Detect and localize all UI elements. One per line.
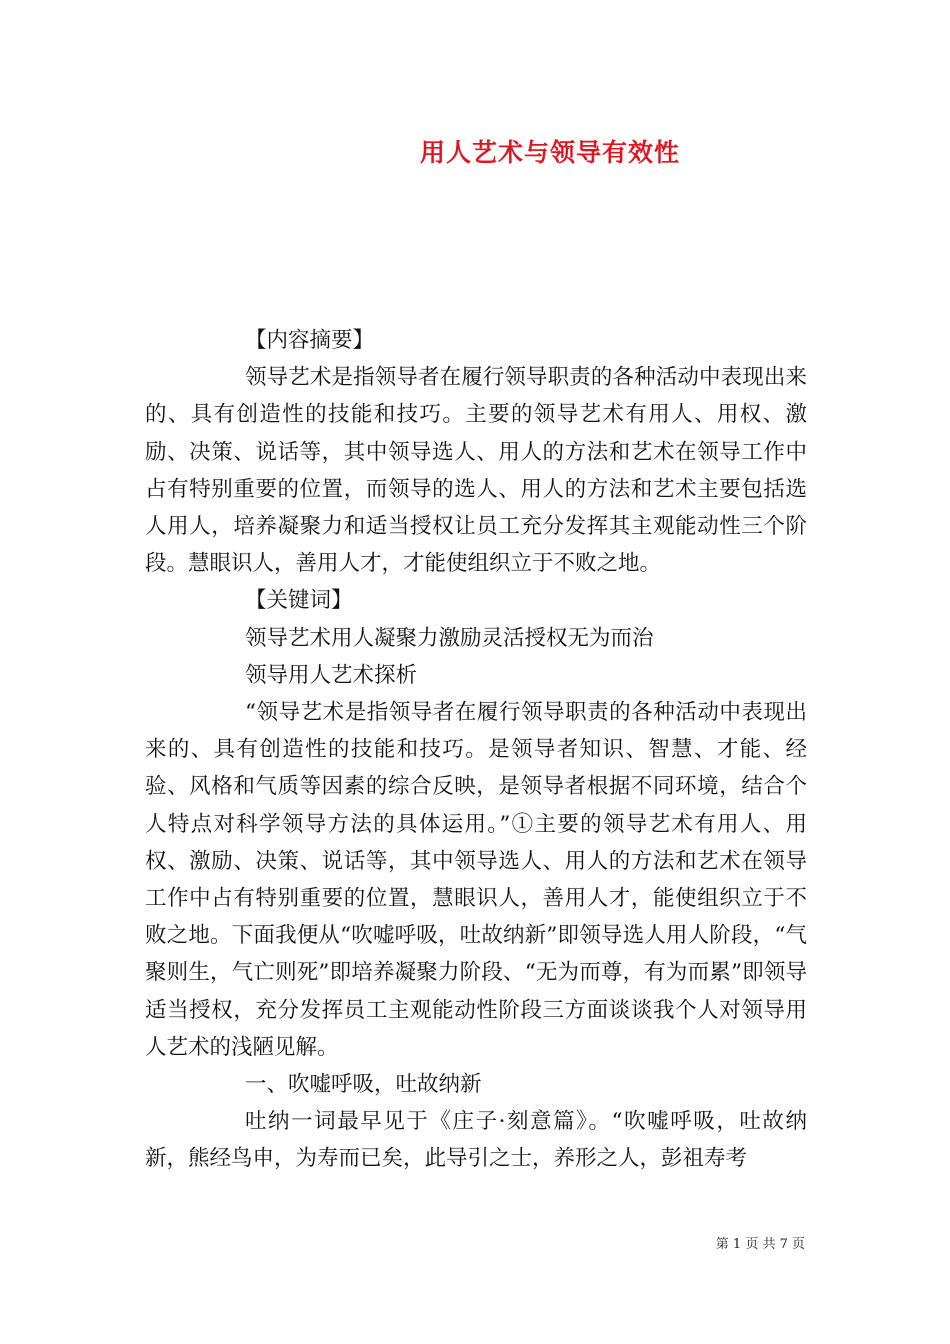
keywords-heading: 【关键词】	[245, 588, 353, 614]
abstract-paragraph: 领导艺术是指领导者在履行领导职责的各种活动中表现出来的、具有创造性的技能和技巧。主要的领导艺术有用人、用权、激励、决策、说话等，其中领导选人、用人的方法和艺术在领导工作中占有特别重要的位置，而领导的选人、用人的方法和艺术主要包括选人用人，培养凝聚力和适当授权让员工充分发挥其主观能动性三个阶段。慧眼识人，善用人才，才能使组织立于不败之地。	[145, 365, 807, 577]
section-one-heading: 一、吹嘘呼吸，吐故纳新	[245, 1072, 482, 1098]
abstract-heading: 【内容摘要】	[245, 328, 375, 353]
intro-paragraph: “领导艺术是指领导者在履行领导职责的各种活动中表现出来的、具有创造性的技能和技巧。是领导者知识、智慧、才能、经验、风格和气质等因素的综合反映，是领导者根据不同环境，结合个人特点对科学领导方法的具体运用。”①主要的领导艺术有用人、用权、激励、决策、说话等，其中领导选人、用人的方法和艺术在领导工作中占有特别重要的位置，慧眼识人，善用人才，能使组织立于不败之地。下面我便从“吹嘘呼吸，吐故纳新”即领导选人用人阶段，“气聚则生，气亡则死”即培养凝聚力阶段、“无为而尊，有为而累”即领导适当授权，充分发挥员工主观能动性阶段三方面谈谈我个人对领导用人艺术的浅陋见解。	[145, 700, 807, 1060]
section-title: 领导用人艺术探析	[245, 662, 418, 688]
document-body	[145, 322, 807, 1178]
document-title: 用人艺术与领导有效性	[419, 138, 680, 167]
page-footer: 第 1 页 共 7 页	[715, 1237, 805, 1252]
section-one-paragraph: 吐纳一词最早见于《庄子·刻意篇》。“吹嘘呼吸，吐故纳新，熊经鸟申，为寿而已矣，此导引之士，养形之人，彭祖寿考	[145, 1109, 807, 1172]
keywords-text: 领导艺术用人凝聚力激励灵活授权无为而治	[245, 625, 654, 651]
